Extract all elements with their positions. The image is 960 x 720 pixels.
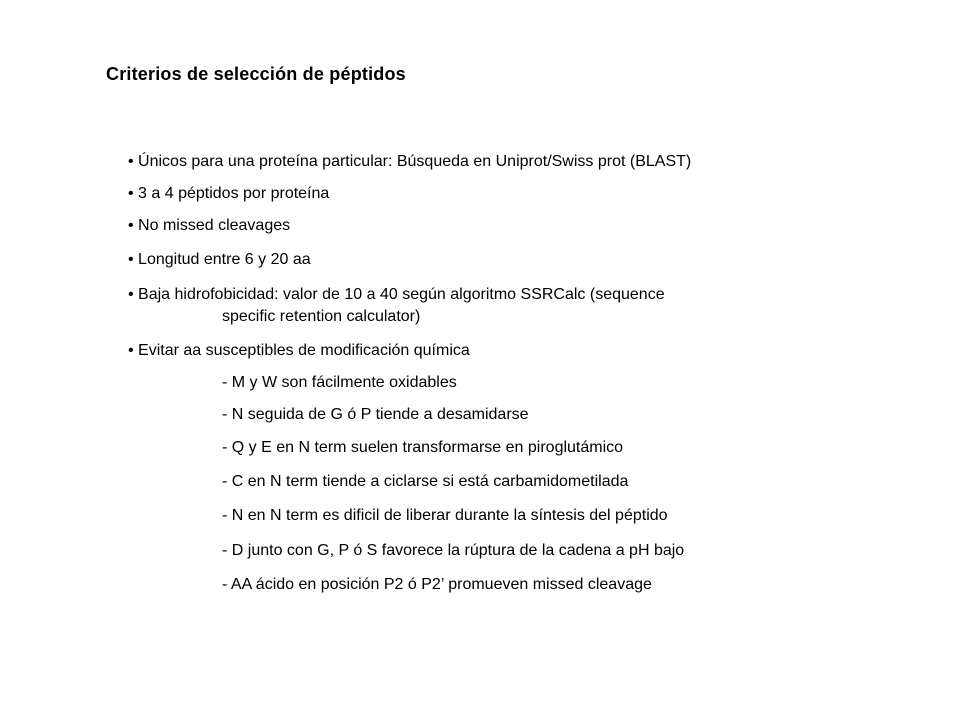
subitem-deamidation: - N seguida de G ó P tiende a desamidarse: [222, 406, 529, 423]
bullet-item-peptides-per-protein: • 3 a 4 péptidos por proteína: [128, 185, 330, 202]
subitem-cyclization: - C en N term tiende a ciclarse si está carbamidometilada: [222, 473, 629, 490]
bullet-item-hydrophobicity: • Baja hidrofobicidad: valor de 10 a 40 según algoritmo SSRCalc (sequence: [128, 286, 665, 303]
bullet-item-length: • Longitud entre 6 y 20 aa: [128, 251, 311, 268]
subitem-pyroglutamic: - Q y E en N term suelen transformarse en piroglutámico: [222, 439, 624, 456]
subitem-oxidation: - M y W son fácilmente oxidables: [222, 374, 457, 391]
subitem-n-term-release: - N en N term es dificil de liberar durante la síntesis del péptido: [222, 507, 668, 524]
bullet-item-unique: • Únicos para una proteína particular: Búsqueda en Uniprot/Swiss prot (BLAST): [128, 153, 692, 170]
bullet-item-avoid-modifications: • Evitar aa susceptibles de modificación química: [128, 342, 470, 359]
slide-title: Criterios de selección de péptidos: [106, 64, 406, 84]
bullet-item-missed-cleavages: • No missed cleavages: [128, 217, 291, 234]
bullet-item-hydrophobicity-continuation: specific retention calculator): [222, 308, 421, 325]
subitem-chain-cleavage: - D junto con G, P ó S favorece la rúptura de la cadena a pH bajo: [222, 542, 685, 559]
subitem-acidic-aa: - AA ácido en posición P2 ó P2’ promueven missed cleavage: [222, 576, 652, 593]
